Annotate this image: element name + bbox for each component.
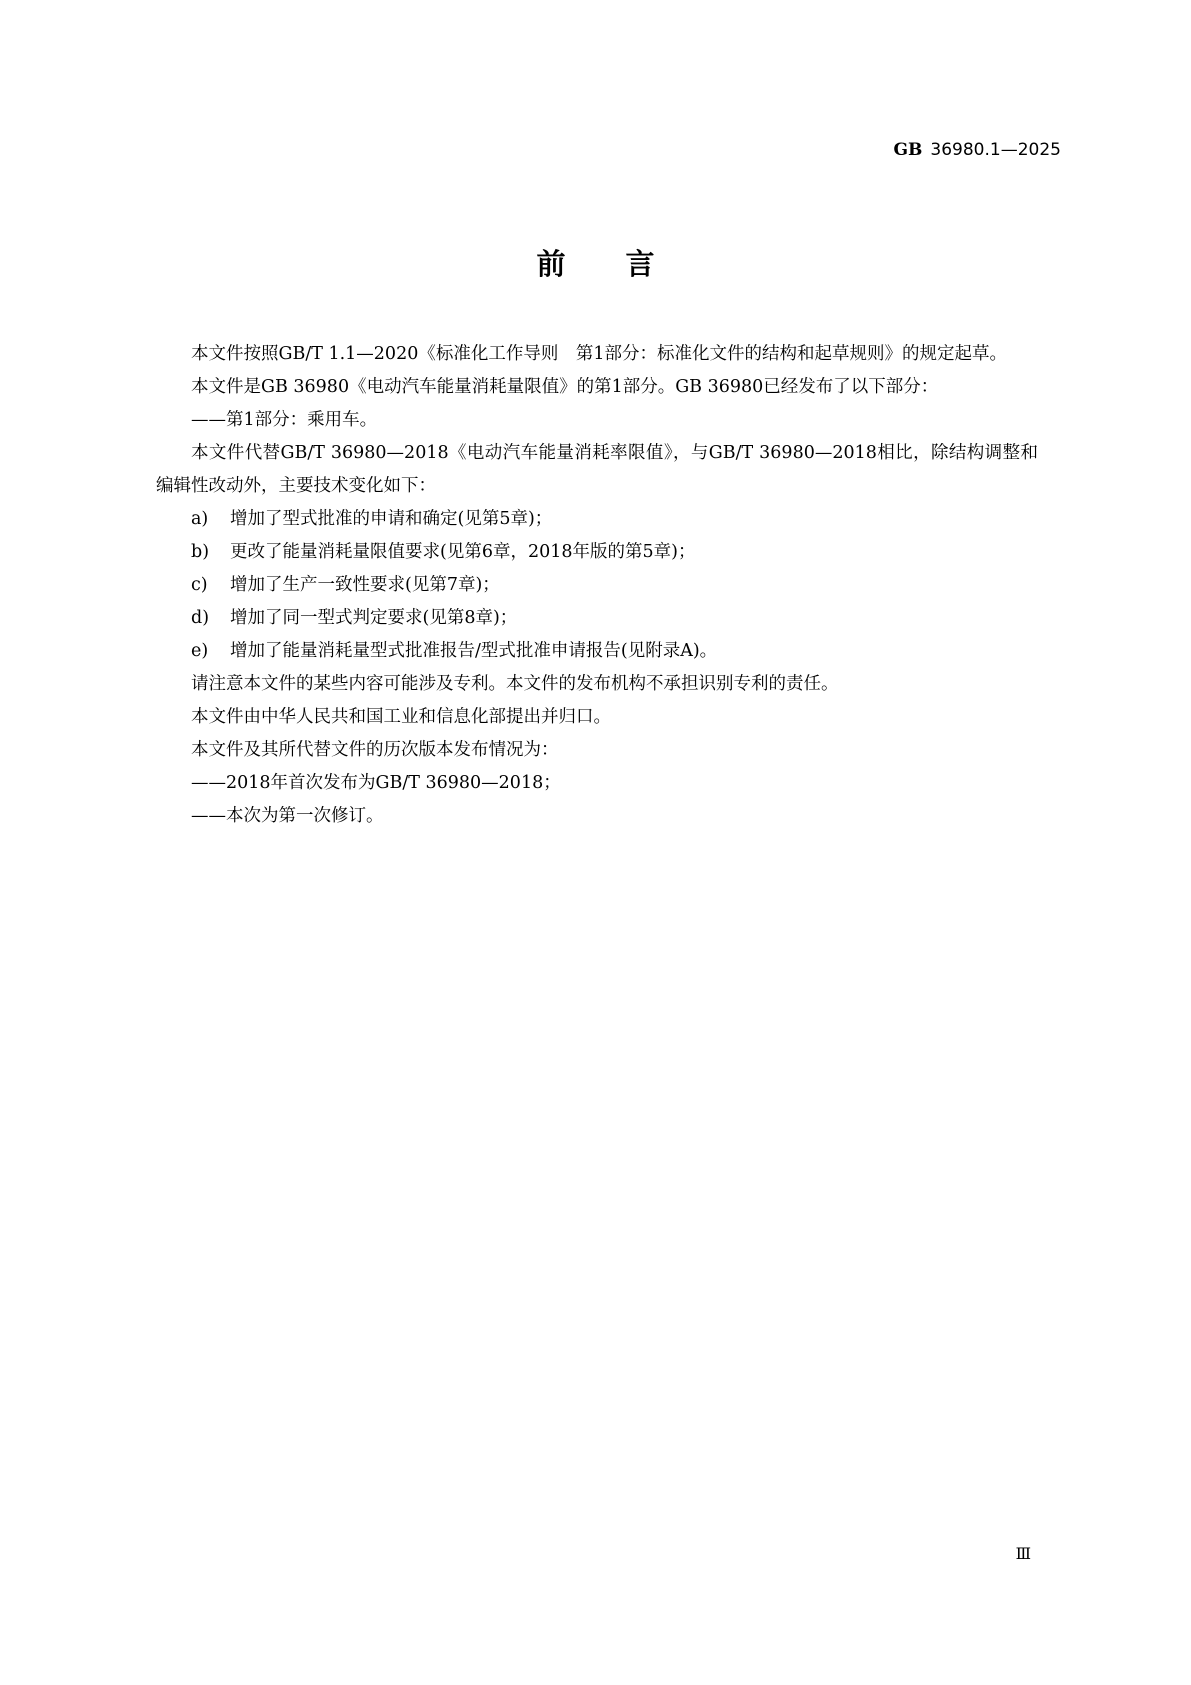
paragraph-history-intro: 本文件及其所代替文件的历次版本发布情况为： <box>191 740 559 760</box>
paragraph-history-revision: ——本次为第一次修订。 <box>191 806 384 826</box>
paragraph-part-list: ——第1部分：乘用车。 <box>191 410 378 430</box>
list-item-label: e) <box>191 641 209 661</box>
paragraph-drafting-rules: 本文件按照GB/T 1.1—2020《标准化工作导则 第1部分：标准化文件的结构和起草规则》的规定起草。 <box>191 344 1007 364</box>
list-item <box>156 635 1038 668</box>
list-item <box>156 569 1038 602</box>
list-item-text: 增加了生产一致性要求(见第7章)； <box>230 575 500 595</box>
list-item-label: b) <box>191 542 210 562</box>
paragraph-patent-notice: 请注意本文件的某些内容可能涉及专利。本文件的发布机构不承担识别专利的责任。 <box>191 674 839 694</box>
list-item-text: 增加了能量消耗量型式批准报告/型式批准申请报告(见附录A)。 <box>230 641 718 661</box>
paragraph-replacement: 本文件代替GB/T 36980—2018《电动汽车能量消耗率限值》，与GB/T 36980—2018相比，除结构调整和编辑性改动外，主要技术变化如下： <box>156 443 1038 496</box>
standard-code <box>894 140 1061 160</box>
page-number: Ⅲ <box>1015 1544 1031 1563</box>
paragraph-part-info: 本文件是GB 36980《电动汽车能量消耗量限值》的第1部分。GB 36980已经发布了以下部分： <box>191 377 939 397</box>
list-item <box>156 536 1038 569</box>
list-item-text: 增加了同一型式判定要求(见第8章)； <box>230 608 518 628</box>
list-item <box>156 602 1038 635</box>
paragraph-history-first: ——2018年首次发布为GB/T 36980—2018； <box>191 773 561 793</box>
list-item-label: d) <box>191 608 210 628</box>
list-item-text: 更改了能量消耗量限值要求(见第6章，2018年版的第5章)； <box>230 542 696 562</box>
standard-number: 36980.1—2025 <box>930 140 1061 160</box>
page-title: 前言 <box>536 247 715 281</box>
list-item-label: a) <box>191 509 209 529</box>
foreword-body <box>156 338 1038 833</box>
list-item-label: c) <box>191 575 208 595</box>
list-item <box>156 503 1038 536</box>
list-item-text: 增加了型式批准的申请和确定(见第5章)； <box>230 509 553 529</box>
paragraph-proposer: 本文件由中华人民共和国工业和信息化部提出并归口。 <box>191 707 611 727</box>
standard-prefix: GB <box>893 140 923 160</box>
